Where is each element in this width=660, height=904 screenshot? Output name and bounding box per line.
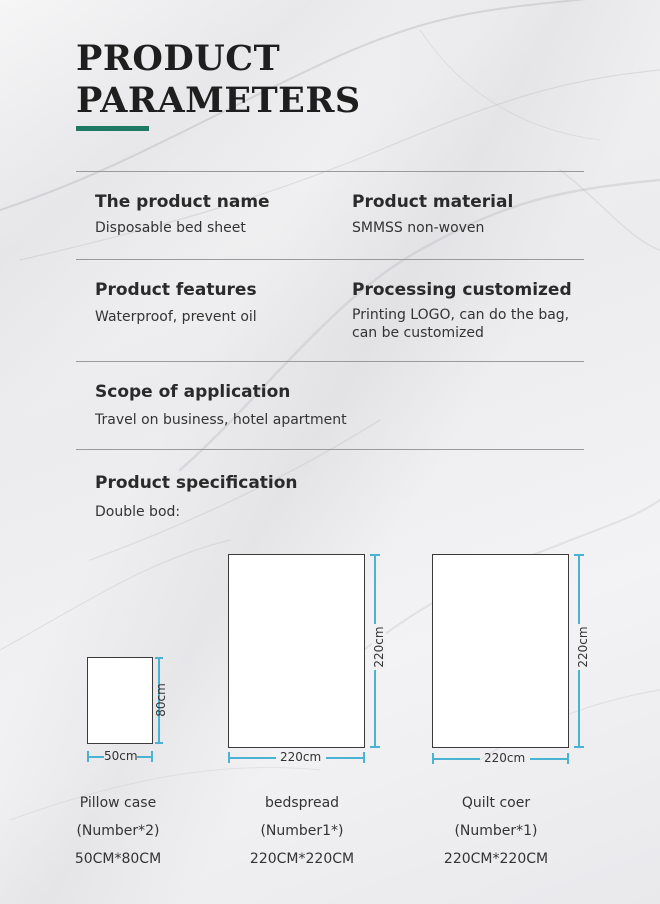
product-name-label: The product name [95,192,270,212]
dim-tick [574,746,584,748]
pillow-case-caption [48,789,188,873]
item-size: 220CM*220CM [443,851,549,867]
item-name: Pillow case [79,795,157,811]
specification-value: Double bod: [95,504,181,520]
scope-value: Travel on business, hotel apartment [95,412,347,428]
product-material-label: Product material [352,192,514,212]
scope-label: Scope of application [95,382,291,402]
item-size: 50CM*80CM [74,851,162,867]
dim-tick [574,554,584,556]
dim-tick [432,753,434,764]
quilt-cover-caption [426,789,566,873]
product-material-value: SMMSS non-woven [352,220,485,236]
dim-tick [567,753,569,764]
title-accent-bar [76,126,149,131]
pillow-width-line-left [87,756,104,758]
dim-tick [87,751,89,762]
quilt-width-line-left [432,758,480,760]
dim-tick [155,742,163,744]
pillow-case-diagram [87,657,153,744]
divider [76,259,584,260]
bedspread-diagram [228,554,365,748]
processing-value [352,306,569,342]
quilt-cover-diagram [432,554,569,748]
bedspread-width-line-right [326,757,365,759]
item-count: (Number*1) [454,823,538,839]
processing-value-line-2: can be customized [352,325,484,341]
dim-tick [370,554,380,556]
item-count: (Number1*) [260,823,344,839]
dim-tick [363,752,365,763]
pillow-width-label: 50cm [104,749,138,763]
item-name: bedspread [264,795,340,811]
item-size: 220CM*220CM [249,851,355,867]
product-features-value: Waterproof, prevent oil [95,309,257,325]
dim-tick [228,752,230,763]
item-name: Quilt coer [461,795,531,811]
bedspread-width-label: 220cm [280,750,322,764]
pillow-height-label: 80cm [154,683,168,717]
dim-tick [155,657,163,659]
dim-tick [151,751,153,762]
bedspread-width-line-left [228,757,276,759]
specification-label: Product specification [95,473,298,493]
bedspread-height-label: 220cm [372,624,386,670]
quilt-width-line-right [530,758,569,760]
bedspread-caption [232,789,372,873]
divider [76,361,584,362]
quilt-height-label: 220cm [576,624,590,670]
quilt-width-label: 220cm [484,751,526,765]
divider [76,171,584,172]
item-count: (Number*2) [76,823,160,839]
processing-label: Processing customized [352,280,572,300]
product-name-value: Disposable bed sheet [95,220,246,236]
product-features-label: Product features [95,280,257,300]
processing-value-line-1: Printing LOGO, can do the bag, [352,307,570,323]
divider [76,449,584,450]
page-title [76,38,361,122]
title-line-2: PARAMETERS [76,80,361,121]
dim-tick [370,746,380,748]
title-line-1: PRODUCT [76,38,281,79]
